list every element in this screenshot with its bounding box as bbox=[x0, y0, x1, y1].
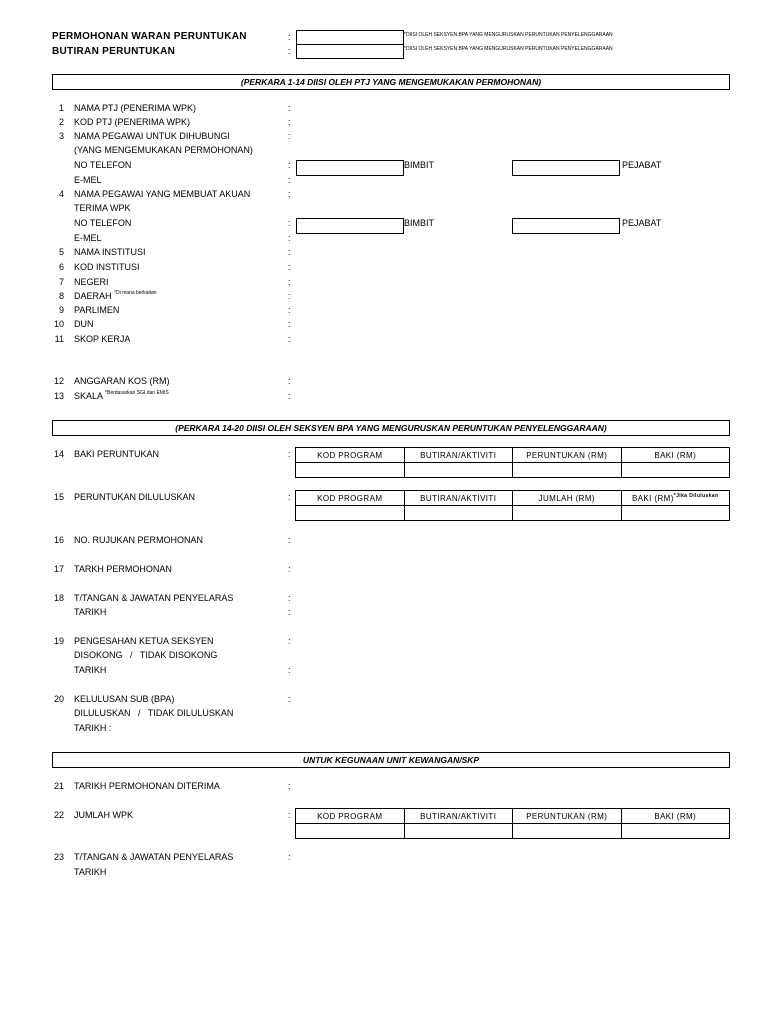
table-input-cell[interactable] bbox=[296, 463, 405, 478]
item-13-label-text: SKALA bbox=[74, 391, 103, 401]
item-number: 13 bbox=[53, 391, 64, 401]
item-23-label: T/TANGAN & JAWATAN PENYELARAS bbox=[74, 852, 234, 862]
table-header-cell: JUMLAH (RM) bbox=[513, 491, 622, 506]
item-20-kelulusan[interactable]: DILULUSKAN / TIDAK DILULUSKAN bbox=[74, 708, 234, 718]
colon: : bbox=[288, 319, 291, 329]
item-17-label: TARKH PERMOHONAN bbox=[74, 564, 172, 574]
table-header-cell: KOD PROGRAM bbox=[296, 809, 405, 824]
jumlah-wpk-table bbox=[295, 808, 730, 839]
item-number: 6 bbox=[58, 262, 64, 272]
colon: : bbox=[288, 175, 291, 185]
item-4-label-2: TERIMA WPK bbox=[74, 203, 131, 213]
table-input-cell[interactable] bbox=[404, 463, 513, 478]
waran-field[interactable] bbox=[296, 30, 404, 45]
item-19-tarikh: TARIKH bbox=[74, 665, 107, 675]
item-number: 2 bbox=[58, 117, 64, 127]
table-input-cell[interactable] bbox=[404, 506, 513, 521]
section-banner-2: (PERKARA 14-20 DIISI OLEH SEKSYEN BPA YANG MENGURUSKAN PERUNTUKAN PENYELENGGARAAN) bbox=[52, 420, 730, 436]
item-4-email-label: E-MEL bbox=[74, 233, 102, 243]
table-header-cell: KOD PROGRAM bbox=[296, 491, 405, 506]
item-11-label: SKOP KERJA bbox=[74, 334, 131, 344]
colon: : bbox=[288, 376, 291, 386]
colon: : bbox=[288, 305, 291, 315]
item-15-label: PERUNTUKAN DILULUSKAN bbox=[74, 492, 196, 502]
item-3-label-2: (YANG MENGEMUKAKAN PERMOHONAN) bbox=[74, 145, 253, 155]
colon: : bbox=[288, 449, 291, 459]
table-header-cell: BUTIRAN/AKTIVITI bbox=[404, 809, 513, 824]
item-18-tarikh: TARIKH bbox=[74, 607, 107, 617]
table-input-cell[interactable] bbox=[621, 824, 730, 839]
item-4-bimbit-field[interactable] bbox=[296, 218, 404, 234]
item-19-sokongan[interactable]: DISOKONG / TIDAK DISOKONG bbox=[74, 650, 218, 660]
item-number: 1 bbox=[58, 103, 64, 113]
item-number: 4 bbox=[58, 189, 64, 199]
bimbit-label: BIMBIT bbox=[404, 218, 435, 228]
header-note-2: *DIISI OLEH SEKSYEN BPA YANG MENGURUSKAN PERUNTUKAN PENYELENGGARAAN bbox=[404, 46, 613, 52]
table-input-cell[interactable] bbox=[513, 824, 622, 839]
colon: : bbox=[288, 131, 291, 141]
colon: : bbox=[288, 247, 291, 257]
colon: : bbox=[288, 160, 291, 170]
item-number: 20 bbox=[53, 694, 64, 704]
table-header-cell: KOD PROGRAM bbox=[296, 448, 405, 463]
item-number: 12 bbox=[53, 376, 64, 386]
item-21-label: TARIKH PERMOHONAN DITERIMA bbox=[74, 781, 220, 791]
header-note-1: *DIISI OLEH SEKSYEN BPA YANG MENGURUSKAN PERUNTUKAN PENYELENGGARAAN bbox=[404, 32, 613, 38]
item-12-label: ANGGARAN KOS (RM) bbox=[74, 376, 170, 386]
item-4-label: NAMA PEGAWAI YANG MEMBUAT AKUAN bbox=[74, 189, 251, 199]
colon: : bbox=[288, 218, 291, 228]
table-input-cell[interactable] bbox=[621, 463, 730, 478]
item-3-label: NAMA PEGAWAI UNTUK DIHUBUNGI bbox=[74, 131, 230, 141]
item-number: 15 bbox=[53, 492, 64, 502]
item-13-note: *Berdasarkan SGI dan EMIS bbox=[105, 390, 169, 396]
item-2-label: KOD PTJ (PENERIMA WPK) bbox=[74, 117, 191, 127]
item-number: 9 bbox=[58, 305, 64, 315]
section-banner-3: UNTUK KEGUNAAN UNIT KEWANGAN/SKP bbox=[52, 752, 730, 768]
table-input-cell[interactable] bbox=[621, 506, 730, 521]
colon: : bbox=[288, 665, 291, 675]
colon: : bbox=[288, 593, 291, 603]
item-6-label: KOD INSTITUSI bbox=[74, 262, 140, 272]
colon: : bbox=[288, 262, 291, 272]
item-number: 7 bbox=[58, 277, 64, 287]
colon: : bbox=[288, 781, 291, 791]
item-19-label: PENGESAHAN KETUA SEKSYEN bbox=[74, 636, 214, 646]
item-3-email-label: E-MEL bbox=[74, 175, 102, 185]
item-number: 18 bbox=[53, 593, 64, 603]
item-20-tarikh: TARIKH : bbox=[74, 723, 112, 733]
item-number: 11 bbox=[54, 334, 64, 344]
table-header-cell: BAKI (RM) bbox=[621, 809, 730, 824]
item-number: 5 bbox=[58, 247, 64, 257]
item-7-label: NEGERI bbox=[74, 277, 109, 287]
item-number: 21 bbox=[53, 781, 64, 791]
colon: : bbox=[288, 233, 291, 243]
colon: : bbox=[288, 492, 291, 502]
table-input-cell[interactable] bbox=[513, 463, 622, 478]
item-number: 16 bbox=[53, 535, 64, 545]
colon: : bbox=[288, 117, 291, 127]
baki-peruntukan-table bbox=[295, 447, 730, 478]
item-3-bimbit-field[interactable] bbox=[296, 160, 404, 176]
colon: : bbox=[288, 189, 291, 199]
colon: : bbox=[288, 535, 291, 545]
item-8-note: *Di mana berkaitan bbox=[114, 290, 157, 296]
item-number: 19 bbox=[53, 636, 64, 646]
table-header-cell: BAKI (RM) bbox=[621, 448, 730, 463]
item-number: 17 bbox=[53, 564, 64, 574]
colon: : bbox=[288, 32, 291, 42]
item-14-label: BAKI PERUNTUKAN bbox=[74, 449, 160, 459]
item-3-telefon-label: NO TELEFON bbox=[74, 160, 132, 170]
item-number: 8 bbox=[58, 291, 64, 301]
colon: : bbox=[288, 607, 291, 617]
colon: : bbox=[288, 852, 291, 862]
item-number: 14 bbox=[53, 449, 64, 459]
pejabat-label: PEJABAT bbox=[622, 218, 662, 228]
form-title: PERMOHONAN WARAN PERUNTUKAN bbox=[52, 31, 247, 42]
table-header-cell: PERUNTUKAN (RM) bbox=[513, 809, 622, 824]
form-subtitle: BUTIRAN PERUNTUKAN bbox=[52, 46, 176, 57]
colon: : bbox=[288, 103, 291, 113]
item-5-label: NAMA INSTITUSI bbox=[74, 247, 146, 257]
item-4-pejabat-field[interactable] bbox=[512, 218, 620, 234]
table-header-cell: BUTIRAN/AKTIVITI bbox=[404, 448, 513, 463]
item-10-label: DUN bbox=[74, 319, 94, 329]
colon: : bbox=[288, 46, 291, 56]
item-23-tarikh: TARIKH bbox=[74, 867, 107, 877]
item-3-pejabat-field[interactable] bbox=[512, 160, 620, 176]
item-22-label: JUMLAH WPK bbox=[74, 810, 134, 820]
butiran-field[interactable] bbox=[296, 44, 404, 59]
item-1-label: NAMA PTJ (PENERIMA WPK) bbox=[74, 103, 197, 113]
colon: : bbox=[288, 810, 291, 820]
item-number: 3 bbox=[58, 131, 64, 141]
item-16-label: NO. RUJUKAN PERMOHONAN bbox=[74, 535, 204, 545]
colon: : bbox=[288, 694, 291, 704]
item-4-telefon-label: NO TELEFON bbox=[74, 218, 132, 228]
table-input-cell[interactable] bbox=[513, 506, 622, 521]
item-9-label: PARLIMEN bbox=[74, 305, 120, 315]
item-18-label: T/TANGAN & JAWATAN PENYELARAS bbox=[74, 593, 234, 603]
item-8-label-text: DAERAH bbox=[74, 291, 112, 301]
table-header-cell bbox=[621, 491, 730, 506]
item-number: 23 bbox=[53, 852, 64, 862]
item-8-label bbox=[74, 291, 157, 301]
peruntukan-diluluskan-table bbox=[295, 490, 730, 521]
item-number: 22 bbox=[53, 810, 64, 820]
colon: : bbox=[288, 636, 291, 646]
colon: : bbox=[288, 391, 291, 401]
colon: : bbox=[288, 291, 291, 301]
item-number: 10 bbox=[53, 319, 64, 329]
colon: : bbox=[288, 564, 291, 574]
colon: : bbox=[288, 277, 291, 287]
table-input-cell[interactable] bbox=[296, 506, 405, 521]
item-13-label bbox=[74, 391, 169, 401]
bimbit-label: BIMBIT bbox=[404, 160, 435, 170]
pejabat-label: PEJABAT bbox=[622, 160, 662, 170]
colon: : bbox=[288, 334, 291, 344]
table-input-cell[interactable] bbox=[404, 824, 513, 839]
table-header-text: BAKI (RM) bbox=[631, 493, 674, 503]
table-header-cell: BUTIRAN/AKTIVITI bbox=[404, 491, 513, 506]
table-header-cell: PERUNTUKAN (RM) bbox=[513, 448, 622, 463]
table-input-cell[interactable] bbox=[296, 824, 405, 839]
jika-diluluskan-note: *Jika Diluluskan bbox=[673, 492, 719, 499]
item-20-label: KELULUSAN SUB (BPA) bbox=[74, 694, 175, 704]
section-banner-1: (PERKARA 1-14 DIISI OLEH PTJ YANG MENGEMUKAKAN PERMOHONAN) bbox=[52, 74, 730, 90]
